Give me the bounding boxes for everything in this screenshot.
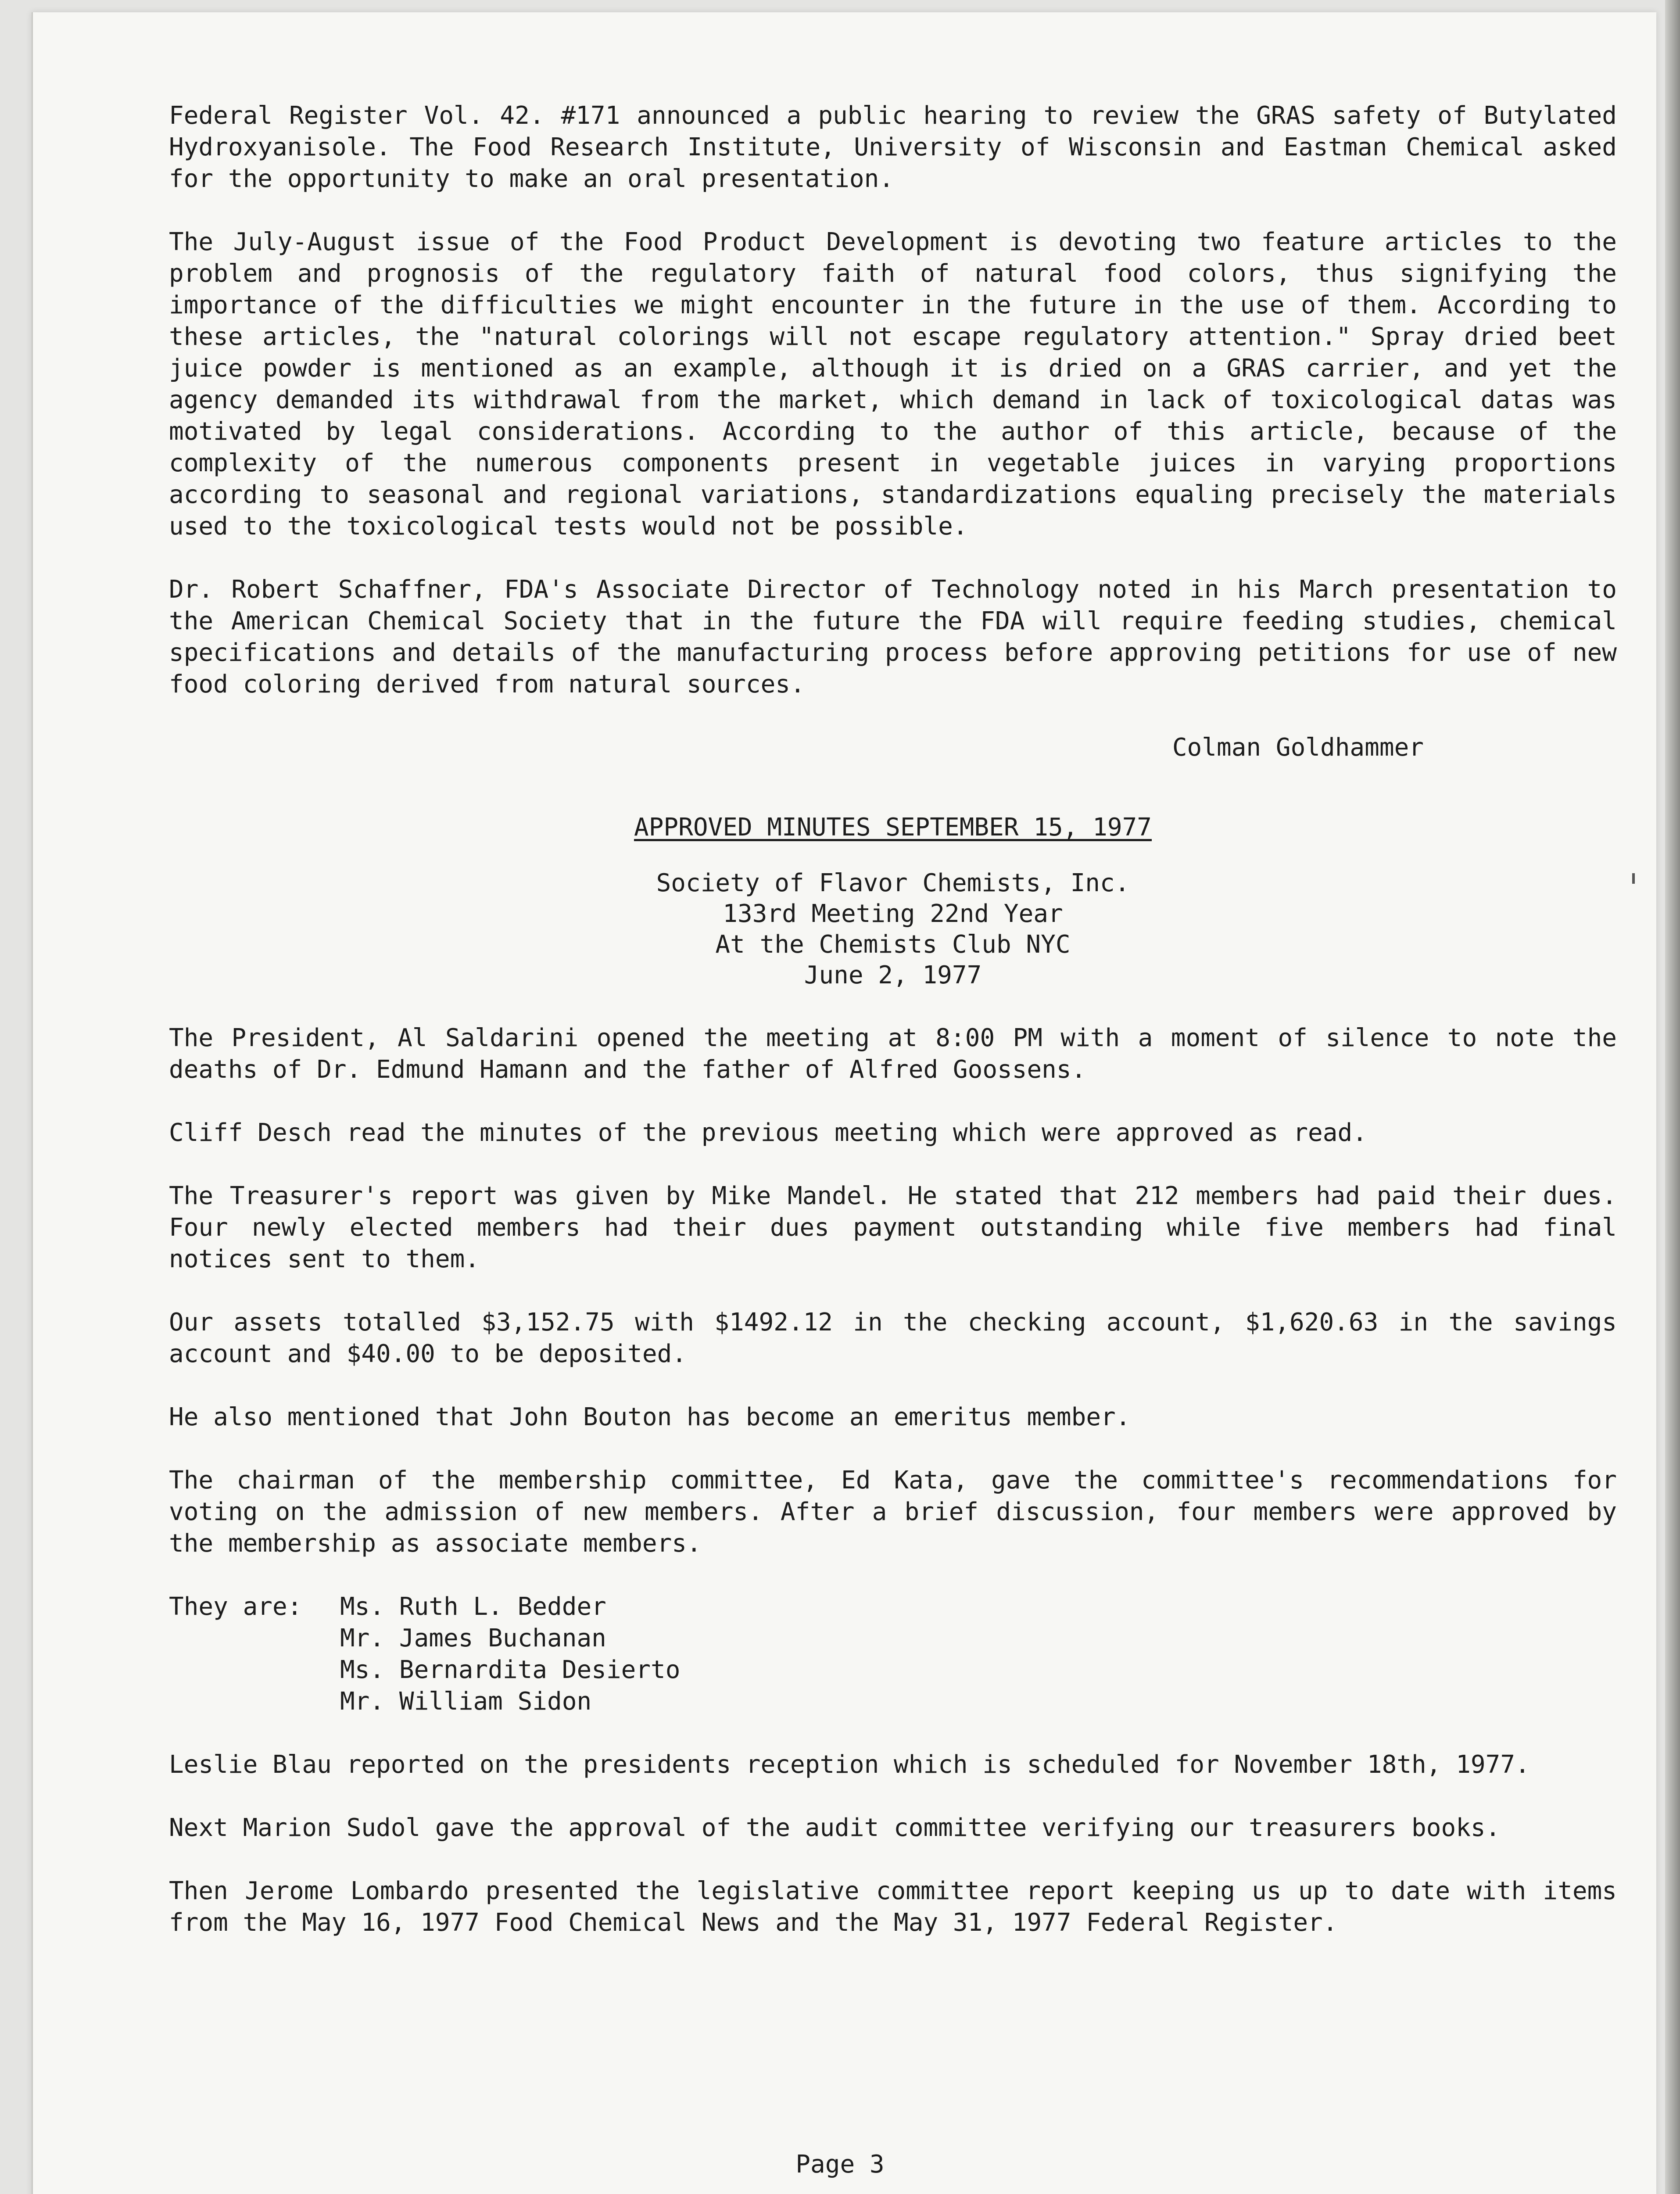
new-members-list bbox=[169, 1591, 1617, 1717]
meeting-header-date: June 2, 1977 bbox=[804, 961, 982, 989]
paragraph-minutes-read: Cliff Desch read the minutes of the previous meeting which were approved as read. bbox=[169, 1119, 1367, 1147]
paragraph-schaffner: Dr. Robert Schaffner, FDA's Associate Director of Technology noted in his March presentation to the American Chemical Society that in the future the FDA will require feeding studies, chemical specifications and details of the manufacturing process before approving petitions for use of new food coloring derived from natural sources. bbox=[169, 575, 1617, 699]
paragraph-gras-hearing: Federal Register Vol. 42. #171 announced a public hearing to review the GRAS safety of Butylated Hydroxyanisole. The Food Research Institute, University of Wisconsin and Eastman Chemical asked for the opportunity to make an oral presentation. bbox=[169, 101, 1617, 193]
page-number: Page 3 bbox=[795, 2150, 885, 2179]
paragraph-assets: Our assets totalled $3,152.75 with $1492.12 in the checking account, $1,620.63 in the savings account and $40.00 to be deposited. bbox=[169, 1308, 1617, 1368]
paragraph-emeritus: He also mentioned that John Bouton has become an emeritus member. bbox=[169, 1403, 1131, 1431]
section-heading bbox=[169, 812, 1617, 843]
meeting-header-location: At the Chemists Club NYC bbox=[715, 930, 1071, 959]
paragraph-opening: The President, Al Saldarini opened the meeting at 8:00 PM with a moment of silence to note the deaths of Dr. Edmund Hamann and the father of Alfred Goossens. bbox=[169, 1024, 1617, 1084]
author-signature: Colman Goldhammer bbox=[1172, 733, 1424, 762]
page-edge-shadow bbox=[1665, 0, 1680, 2194]
member-name: Ms. Ruth L. Bedder bbox=[340, 1592, 606, 1621]
page-content bbox=[169, 100, 1617, 1970]
paragraph-membership: The chairman of the membership committee, Ed Kata, gave the committee's recommendations for voting on the admission of new members. After a brief discussion, four members were approved by the membership as associate members. bbox=[169, 1466, 1617, 1558]
paragraph-legislative: Then Jerome Lombardo presented the legislative committee report keeping us up to date with items from the May 16, 1977 Food Chemical News and the May 31, 1977 Federal Register. bbox=[169, 1877, 1617, 1937]
paragraph-audit: Next Marion Sudol gave the approval of the audit committee verifying our treasurers books. bbox=[169, 1814, 1501, 1842]
member-name: Ms. Bernardita Desierto bbox=[340, 1656, 681, 1684]
paragraph-treasurer-report: The Treasurer's report was given by Mike Mandel. He stated that 212 members had paid their dues. Four newly elected members had their dues payment outstanding while five members had final notices sent to them. bbox=[169, 1182, 1617, 1273]
stray-mark bbox=[1632, 873, 1635, 884]
paragraph-natural-colors: The July-August issue of the Food Product Development is devoting two feature articles to the problem and prognosis of the regulatory faith of natural food colors, thus signifying the importance of the difficulties we might encounter in the future in the use of them. According to these articles, the "natural colorings will not escape regulatory attention." Spray dried beet juice powder is mentioned as an example, although it is dried on a GRAS carrier, and yet the agency demanded its withdrawal from the market, which demand in lack of toxicological datas was motivated by legal considerations. According to the author of this article, because of the complexity of the numerous components present in vegetable juices in varying proportions according to seasonal and regional variations, standardizations equaling precisely the materials used to the toxicological tests would not be possible. bbox=[169, 228, 1617, 541]
document-page bbox=[32, 12, 1656, 2194]
meeting-header bbox=[169, 868, 1617, 991]
section-heading-text: APPROVED MINUTES SEPTEMBER 15, 1977 bbox=[634, 813, 1152, 842]
member-name: Mr. James Buchanan bbox=[340, 1624, 606, 1653]
meeting-header-society: Society of Flavor Chemists, Inc. bbox=[656, 869, 1130, 897]
new-members-names bbox=[340, 1591, 680, 1717]
paragraph-reception: Leslie Blau reported on the presidents reception which is scheduled for November 18th, 1977. bbox=[169, 1750, 1530, 1779]
meeting-header-meeting: 133rd Meeting 22nd Year bbox=[723, 900, 1063, 928]
member-name: Mr. William Sidon bbox=[340, 1687, 592, 1716]
new-members-label: They are: bbox=[169, 1592, 302, 1621]
